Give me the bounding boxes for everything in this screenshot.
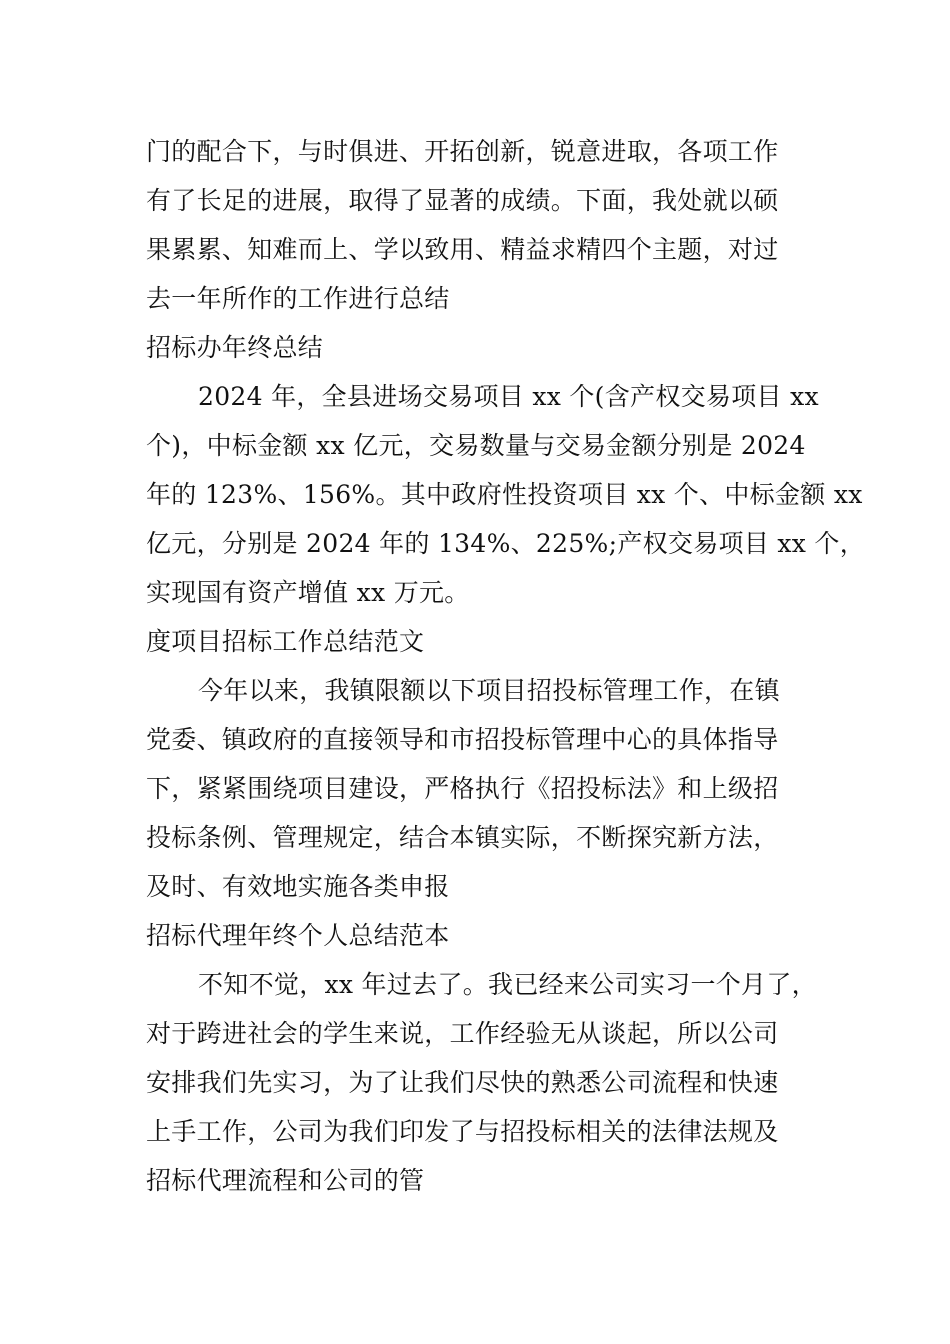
paragraph-line: 门的配合下，与时俱进、开拓创新，锐意进取，各项工作	[146, 137, 779, 166]
paragraph-line: 今年以来，我镇限额以下项目招投标管理工作，在镇	[198, 676, 780, 705]
section-heading: 招标代理年终个人总结范本	[146, 921, 450, 950]
paragraph-line: 投标条例、管理规定，结合本镇实际，不断探究新方法，	[146, 823, 779, 852]
paragraph	[146, 666, 808, 911]
section-heading: 度项目招标工作总结范文	[146, 627, 425, 656]
paragraph-line: 果累累、知难而上、学以致用、精益求精四个主题，对过	[146, 235, 779, 264]
paragraph-line: 及时、有效地实施各类申报	[146, 872, 450, 901]
paragraph-line: 下，紧紧围绕项目建设，严格执行《招投标法》和上级招	[146, 774, 779, 803]
paragraph-line: 对于跨进社会的学生来说，工作经验无从谈起，所以公司	[146, 1019, 779, 1048]
paragraph-line: 不知不觉，xx 年过去了。我已经来公司实习一个月了，	[198, 970, 817, 999]
paragraph	[146, 960, 817, 1205]
paragraph	[146, 372, 866, 617]
paragraph-line: 亿元，分别是 2024 年的 134%、225%;产权交易项目 xx 个，	[146, 529, 866, 558]
document-body	[146, 127, 866, 1205]
section-heading: 招标办年终总结	[146, 333, 324, 362]
paragraph-line: 上手工作，公司为我们印发了与招投标相关的法律法规及	[146, 1117, 779, 1146]
paragraph-line: 年的 123%、156%。其中政府性投资项目 xx 个、中标金额 xx	[146, 480, 863, 509]
paragraph-line: 有了长足的进展，取得了显著的成绩。下面，我处就以硕	[146, 186, 779, 215]
paragraph-line: 党委、镇政府的直接领导和市招投标管理中心的具体指导	[146, 725, 779, 754]
paragraph-line: 去一年所作的工作进行总结	[146, 284, 450, 313]
paragraph-line: 2024 年，全县进场交易项目 xx 个(含产权交易项目 xx	[198, 382, 819, 411]
paragraph-line: 个)，中标金额 xx 亿元，交易数量与交易金额分别是 2024	[146, 431, 806, 460]
paragraph-line: 安排我们先实习，为了让我们尽快的熟悉公司流程和快速	[146, 1068, 779, 1097]
paragraph-continuation	[146, 127, 808, 323]
paragraph-line: 招标代理流程和公司的管	[146, 1166, 425, 1195]
paragraph-line: 实现国有资产增值 xx 万元。	[146, 578, 470, 607]
